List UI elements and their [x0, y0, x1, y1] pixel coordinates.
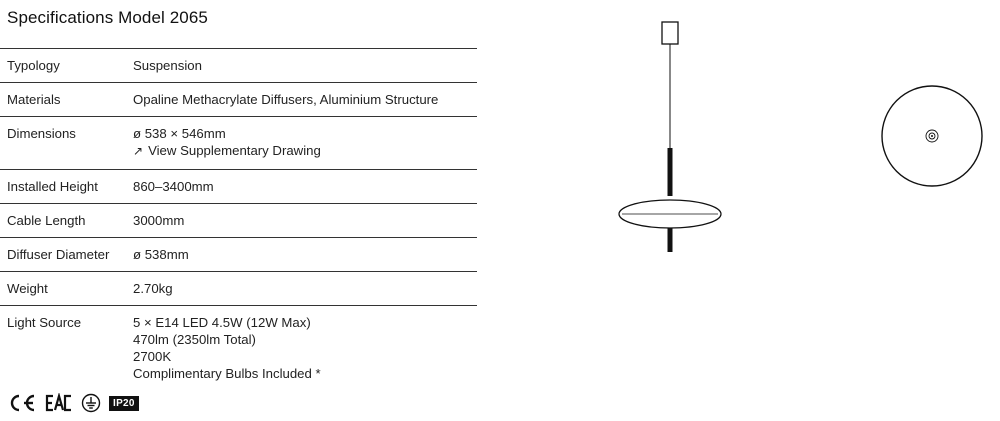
spec-value: Opaline Methacrylate Diffusers, Aluminium Structure [133, 92, 439, 107]
ground-symbol-icon [81, 393, 101, 413]
ce-mark-icon [7, 393, 37, 413]
spec-value: 860–3400mm [133, 179, 214, 194]
spec-row-typology [0, 49, 477, 83]
top-view-drawing [870, 80, 994, 209]
page-title: Specifications Model 2065 [7, 8, 208, 27]
ip-rating-badge: IP20 [109, 396, 139, 411]
spec-row-installed-height [0, 170, 477, 204]
spec-value: 5 × E14 LED 4.5W (12W Max) [133, 315, 311, 330]
spec-label: Light Source [7, 315, 82, 330]
spec-row-materials [0, 83, 477, 117]
spec-row-light-source [0, 306, 477, 390]
spec-label: Dimensions [7, 126, 76, 141]
spec-label: Weight [7, 281, 48, 296]
side-elevation-drawing [600, 0, 740, 265]
view-supplementary-drawing-link[interactable] [133, 142, 321, 160]
specifications-table [0, 48, 477, 390]
eac-mark-icon [45, 393, 73, 413]
spec-value: 3000mm [133, 213, 185, 228]
spec-row-weight [0, 272, 477, 306]
spec-value: ø 538 × 546mm [133, 126, 226, 141]
spec-value: ø 538mm [133, 247, 189, 262]
spec-value: 2.70kg [133, 281, 173, 296]
spec-label: Typology [7, 58, 60, 73]
spec-label: Installed Height [7, 179, 98, 194]
spec-value: Complimentary Bulbs Included * [133, 366, 321, 381]
spec-label: Cable Length [7, 213, 86, 228]
spec-row-dimensions [0, 117, 477, 170]
spec-row-cable-length [0, 204, 477, 238]
spec-value: 470lm (2350lm Total) [133, 332, 256, 347]
spec-label: Materials [7, 92, 61, 107]
spec-value: Suspension [133, 58, 202, 73]
arrow-up-right-icon: ↗ [133, 144, 144, 158]
certification-marks [7, 392, 139, 414]
link-label: View Supplementary Drawing [148, 143, 321, 158]
spec-row-diffuser-diameter [0, 238, 477, 272]
spec-value: 2700K [133, 349, 172, 364]
spec-label: Diffuser Diameter [7, 247, 110, 262]
